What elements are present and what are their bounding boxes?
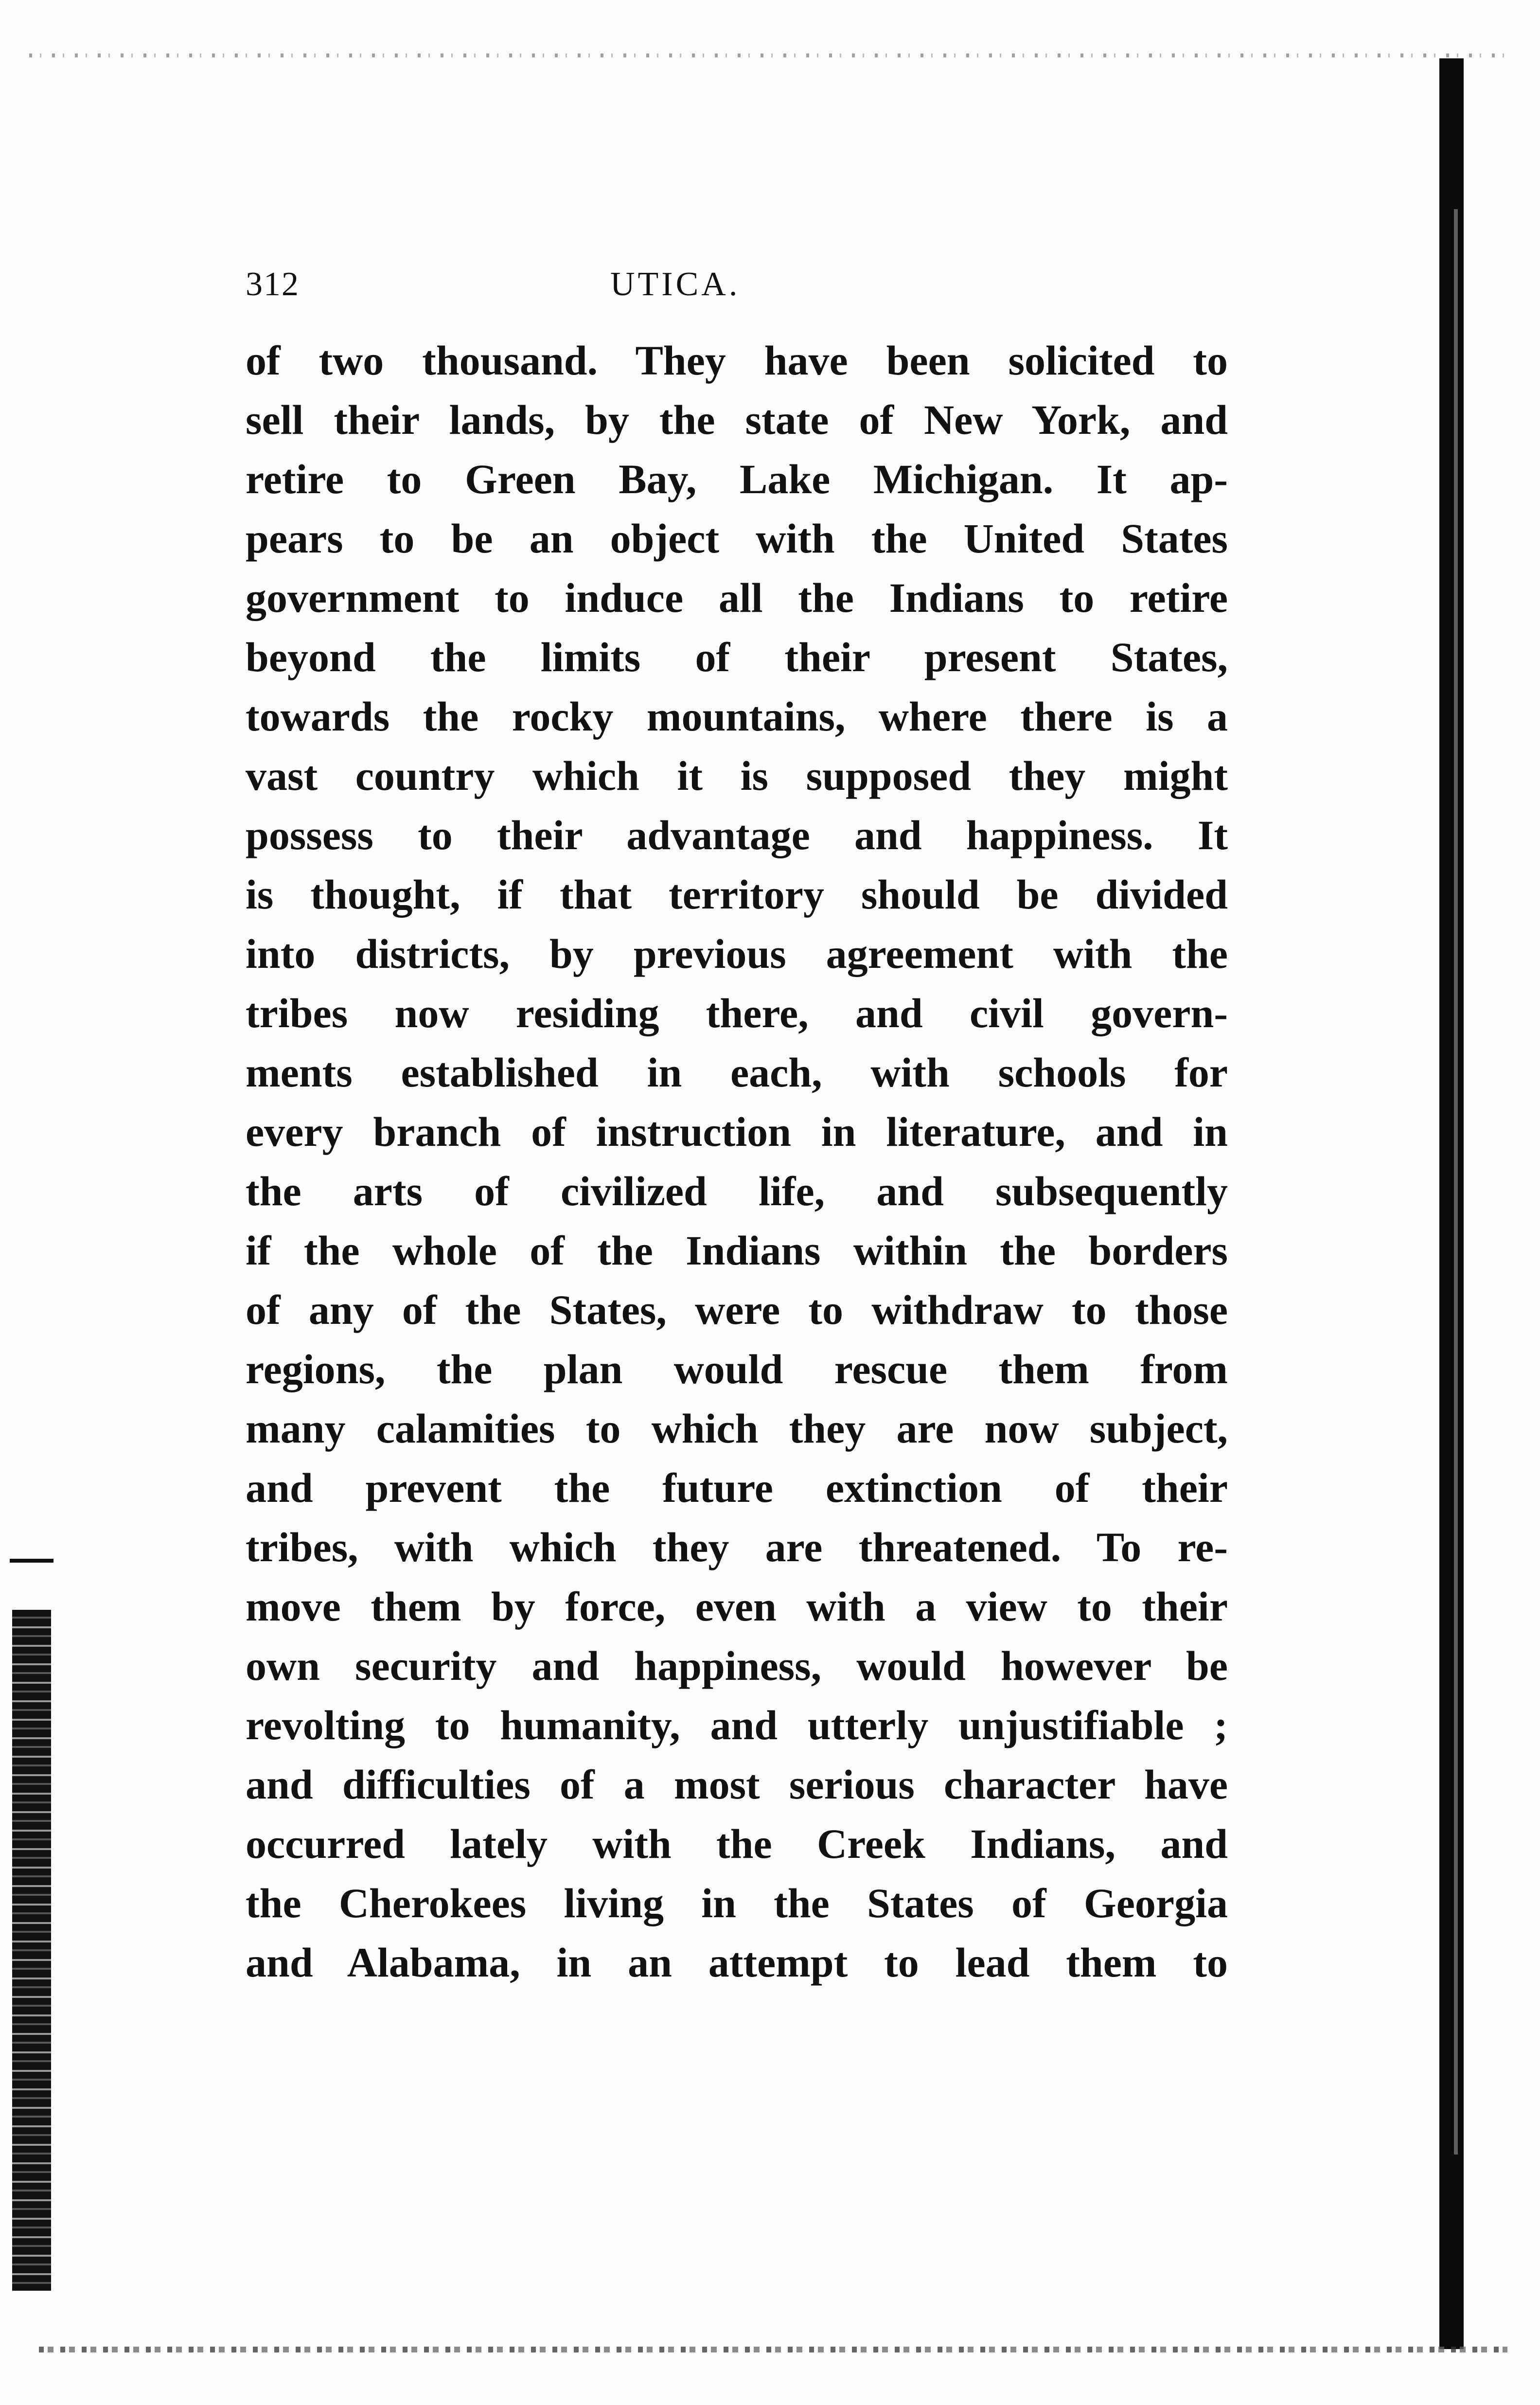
text-line: occurred lately with the Creek Indians, and [246,1820,1228,1867]
text-line: beyond the limits of their present States, [246,634,1228,680]
body-text [246,331,1228,1992]
text-line: if the whole of the Indians within the borders [246,1227,1228,1274]
text-line: move them by force, even with a view to their [246,1583,1228,1630]
text-line: of two thousand. They have been solicited to [246,337,1228,384]
text-line: vast country which it is supposed they might [246,752,1228,799]
text-line: the Cherokees living in the States of Georgia [246,1880,1228,1926]
text-line: tribes, with which they are threatened. To re- [246,1524,1228,1570]
text-line: every branch of instruction in literature, and in [246,1108,1228,1155]
text-line: and prevent the future extinction of their [246,1464,1228,1511]
text-line: the arts of civilized life, and subsequently [246,1168,1228,1214]
text-line: tribes now residing there, and civil govern- [246,990,1228,1036]
text-line: revolting to humanity, and utterly unjustifiable ; [246,1702,1228,1748]
text-line: and Alabama, in an attempt to lead them to [246,1939,1228,1986]
page-edge-right-highlight [1454,209,1458,2155]
running-head: UTICA. [610,266,741,303]
page-number: 312 [246,266,300,303]
page-edge-bottom [39,2347,1507,2352]
text-line: retire to Green Bay, Lake Michigan. It ap- [246,456,1228,502]
page-edge-right [1439,58,1464,2349]
text-line: towards the rocky mountains, where there is a [246,693,1228,740]
text-line: and difficulties of a most serious character have [246,1761,1228,1808]
text-line: own security and happiness, would however be [246,1642,1228,1689]
text-line: pears to be an object with the United States [246,515,1228,562]
text-line: regions, the plan would rescue them from [246,1346,1228,1392]
page-edge-top [29,53,1507,57]
text-line: into districts, by previous agreement with the [246,930,1228,977]
text-line: many calamities to which they are now subject, [246,1405,1228,1452]
page-edge-left-tick [10,1559,53,1563]
page-edge-left [12,1610,51,2291]
text-line: government to induce all the Indians to retire [246,574,1228,621]
text-line: is thought, if that territory should be divided [246,871,1228,918]
text-line: possess to their advantage and happiness. It [246,812,1228,858]
text-line: ments established in each, with schools for [246,1049,1228,1096]
text-line: sell their lands, by the state of New York, and [246,396,1228,443]
page-header [246,265,1247,309]
text-line: of any of the States, were to withdraw to those [246,1286,1228,1333]
